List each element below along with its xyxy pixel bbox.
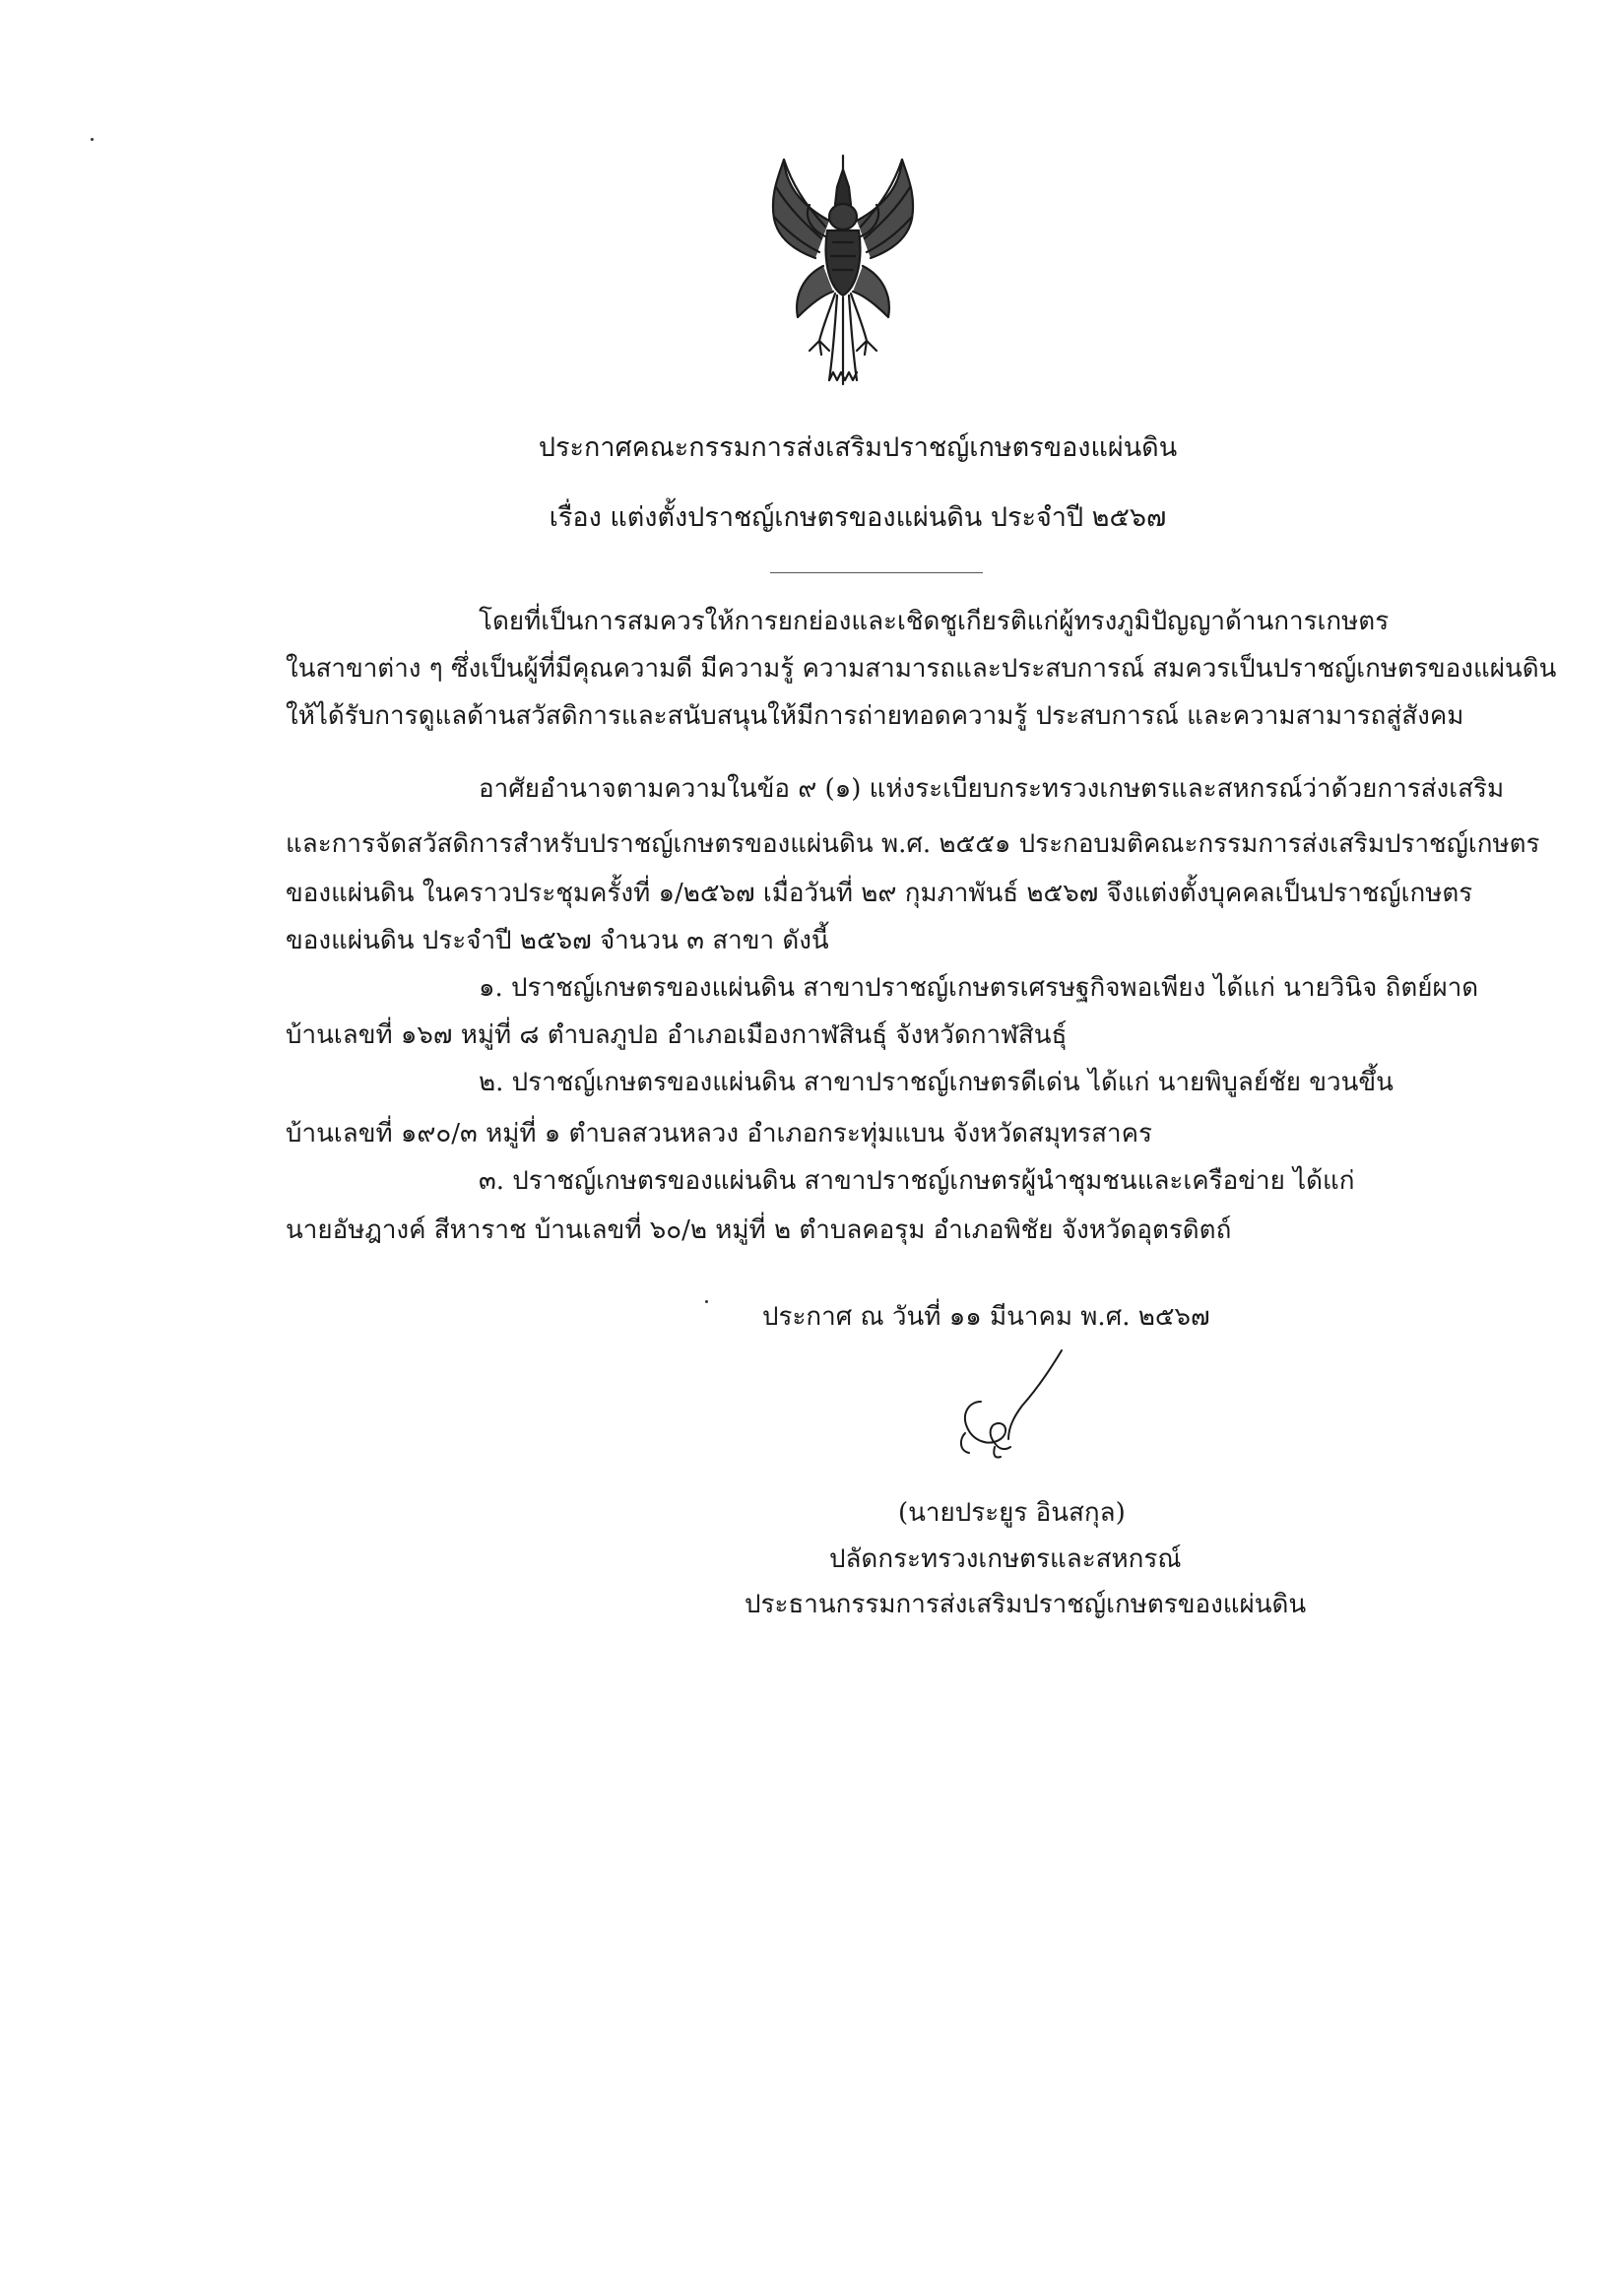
list-item-line: ๓. ปราชญ์เกษตรของแผ่นดิน สาขาปราชญ์เกษตรผู้นำชุมชนและเครือข่าย ได้แก่ (479, 1166, 1355, 1196)
list-item-line: บ้านเลขที่ ๑๙๐/๓ หมู่ที่ ๑ ตำบลสวนหลวง อำเภอกระทุ่มแบน จังหวัดสมุทรสาคร (286, 1119, 1152, 1148)
signer-position: ปลัดกระทรวงเกษตรและสหกรณ์ (829, 1544, 1182, 1574)
paragraph-line: ของแผ่นดิน ในคราวประชุมครั้งที่ ๑/๒๕๖๗ เมื่อวันที่ ๒๙ กุมภาพันธ์ ๒๕๖๗ จึงแต่งตั้งบุคคลเป็นปราชญ์เกษตร (286, 879, 1473, 908)
paragraph-line: โดยที่เป็นการสมควรให้การยกย่องและเชิดชูเกียรติแก่ผู้ทรงภูมิปัญญาด้านการเกษตร (479, 607, 1390, 636)
garuda-emblem-icon (764, 148, 922, 389)
paragraph-line: และการจัดสวัสดิการสำหรับปราชญ์เกษตรของแผ่นดิน พ.ศ. ๒๕๕๑ ประกอบมติคณะกรรมการส่งเสริมปราชญ์เกษตร (286, 829, 1540, 859)
list-item-line: บ้านเลขที่ ๑๖๗ หมู่ที่ ๘ ตำบลภูปอ อำเภอเมืองกาฬสินธุ์ จังหวัดกาฬสินธุ์ (286, 1020, 1068, 1050)
announce-date: ประกาศ ณ วันที่ ๑๑ มีนาคม พ.ศ. ๒๕๖๗ (762, 1302, 1210, 1332)
paragraph-line: อาศัยอำนาจตามความในข้อ ๙ (๑) แห่งระเบียบกระทรวงเกษตรและสหกรณ์ว่าด้วยการส่งเสริม (479, 774, 1505, 804)
document-subject: เรื่อง แต่งตั้งปราชญ์เกษตรของแผ่นดิน ประจำปี ๒๕๖๗ (549, 502, 1167, 533)
scan-speck (705, 1300, 708, 1303)
paragraph-line: ของแผ่นดิน ประจำปี ๒๕๖๗ จำนวน ๓ สาขา ดังนี้ (286, 926, 829, 955)
signer-name: (นายประยูร อินสกุล) (898, 1498, 1126, 1528)
list-item-line: ๒. ปราชญ์เกษตรของแผ่นดิน สาขาปราชญ์เกษตรดีเด่น ได้แก่ นายพิบูลย์ชัย ขวนขึ้น (479, 1068, 1394, 1097)
title-divider (770, 572, 983, 573)
paragraph-line: ให้ได้รับการดูแลด้านสวัสดิการและสนับสนุนให้มีการถ่ายทอดความรู้ ประสบการณ์ และความสามารถสู่สังคม (286, 701, 1464, 731)
signer-position: ประธานกรรมการส่งเสริมปราชญ์เกษตรของแผ่นดิน (745, 1590, 1307, 1619)
handwritten-signature-icon (936, 1345, 1093, 1463)
document-title: ประกาศคณะกรรมการส่งเสริมปราชญ์เกษตรของแผ่นดิน (538, 432, 1178, 463)
list-item-line: ๑. ปราชญ์เกษตรของแผ่นดิน สาขาปราชญ์เกษตรเศรษฐกิจพอเพียง ได้แก่ นายวินิจ ถิตย์ผาด (479, 973, 1479, 1003)
paragraph-line: ในสาขาต่าง ๆ ซึ่งเป็นผู้ที่มีคุณความดี มีความรู้ ความสามารถและประสบการณ์ สมควรเป็นปราชญ์เกษตรของแผ่นดิน (286, 654, 1557, 684)
list-item-line: นายอัษฎางค์ สีหาราช บ้านเลขที่ ๖๐/๒ หมู่ที่ ๒ ตำบลคอรุม อำเภอพิชัย จังหวัดอุตรดิตถ์ (286, 1215, 1232, 1245)
scan-speck (91, 138, 94, 141)
